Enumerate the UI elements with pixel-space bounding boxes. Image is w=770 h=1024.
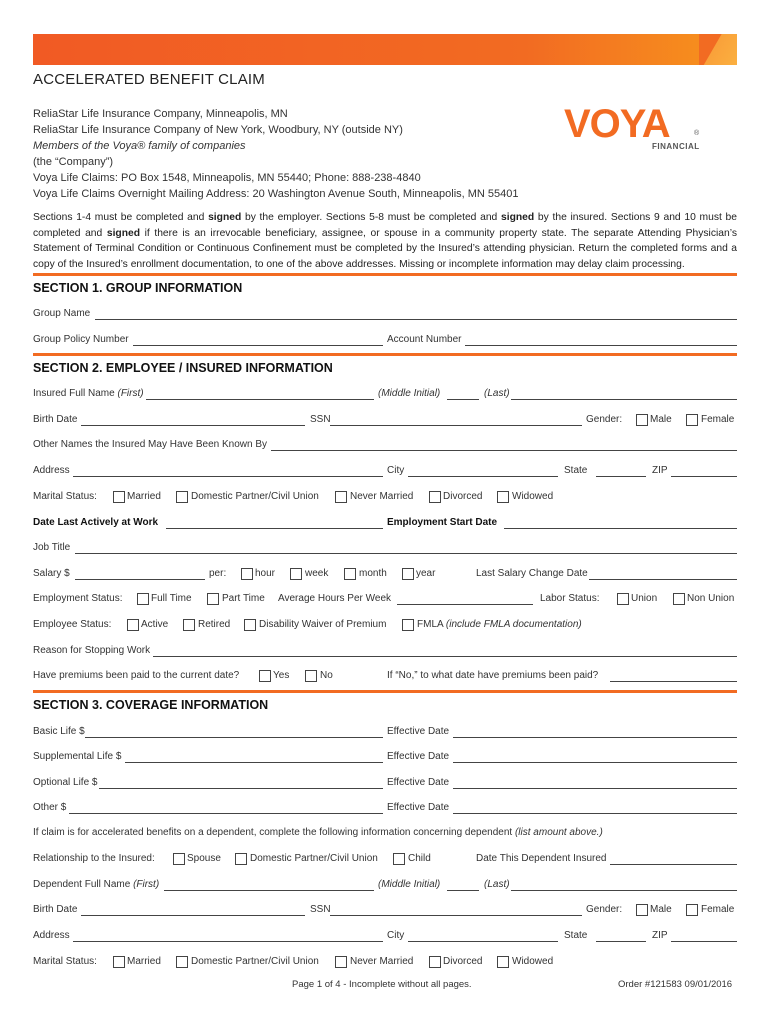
section2-title: SECTION 2. EMPLOYEE / INSURED INFORMATION: [33, 361, 333, 375]
active-checkbox[interactable]: [127, 619, 139, 631]
dependent-last-field[interactable]: [511, 879, 737, 891]
dependent-address-field[interactable]: [73, 930, 383, 942]
intro-bold: signed: [106, 227, 141, 239]
middle-initial-field[interactable]: [447, 388, 479, 400]
month-checkbox[interactable]: [344, 568, 356, 580]
group-name-label: Group Name: [33, 308, 91, 319]
basic-life-row: [33, 726, 737, 740]
dependent-middle-field[interactable]: [447, 879, 479, 891]
dependent-birth-field[interactable]: [81, 904, 305, 916]
optional-life-row: [33, 777, 737, 791]
last-name-field[interactable]: [511, 388, 737, 400]
other-label: Other $: [33, 802, 67, 813]
employment-start-field[interactable]: [504, 517, 737, 529]
salary-field[interactable]: [75, 568, 205, 580]
group-name-row: [33, 308, 737, 322]
dependent-female-label: Female: [701, 904, 735, 915]
basic-life-field[interactable]: [85, 726, 383, 738]
relationship-row: [33, 853, 737, 867]
dependent-male-label: Male: [650, 904, 672, 915]
work-dates-row: [33, 517, 737, 531]
spouse-checkbox[interactable]: [173, 853, 185, 865]
retired-checkbox[interactable]: [183, 619, 195, 631]
divorced-checkbox[interactable]: [429, 491, 441, 503]
middle-initial-label: (Middle Initial): [378, 388, 441, 399]
dependent-zip-label: ZIP: [652, 930, 668, 941]
first-name-label: Insured Full Name (First): [33, 388, 144, 399]
full-time-checkbox[interactable]: [137, 593, 149, 605]
zip-label: ZIP: [652, 465, 668, 476]
spouse-label: Spouse: [187, 853, 221, 864]
premiums-row: [33, 670, 737, 684]
fmla-checkbox[interactable]: [402, 619, 414, 631]
dependent-last-label: (Last): [484, 879, 510, 890]
male-checkbox[interactable]: [636, 414, 648, 426]
month-label: month: [359, 568, 387, 579]
dependent-divorced-label: Divorced: [443, 956, 483, 967]
year-label: year: [416, 568, 436, 579]
domestic-partner-checkbox[interactable]: [176, 491, 188, 503]
year-checkbox[interactable]: [402, 568, 414, 580]
dependent-dp-checkbox[interactable]: [176, 956, 188, 968]
supplemental-life-field[interactable]: [125, 751, 383, 763]
employment-status-label: Employment Status:: [33, 593, 123, 604]
dependent-city-field[interactable]: [408, 930, 558, 942]
birth-date-label: Birth Date: [33, 414, 78, 425]
dependent-zip-field[interactable]: [671, 930, 737, 942]
company-line: ReliaStar Life Insurance Company of New York, Woodbury, NY (outside NY): [33, 124, 403, 136]
widowed-label: Widowed: [512, 491, 554, 502]
dependent-address-row: [33, 930, 737, 944]
dependent-male-checkbox[interactable]: [636, 904, 648, 916]
other-names-label: Other Names the Insured May Have Been Known By: [33, 439, 268, 450]
order-number: Order #121583 09/01/2016: [618, 979, 733, 990]
domestic-partner-label: Domestic Partner/Civil Union: [191, 491, 319, 502]
zip-field[interactable]: [671, 465, 737, 477]
state-label: State: [564, 465, 588, 476]
effective-date-field[interactable]: [453, 802, 737, 814]
city-label: City: [387, 465, 405, 476]
form-title: ACCELERATED BENEFIT CLAIM: [33, 71, 265, 88]
page-number: Page 1 of 4 - Incomplete without all pages.: [292, 979, 472, 990]
dependent-domestic-partner-checkbox[interactable]: [235, 853, 247, 865]
avg-hours-field[interactable]: [397, 593, 533, 605]
birth-date-field[interactable]: [81, 414, 305, 426]
yes-label: Yes: [273, 670, 290, 681]
employee-status-row: [33, 619, 737, 633]
optional-life-label: Optional Life $: [33, 777, 98, 788]
group-policy-label: Group Policy Number: [33, 334, 129, 345]
yes-checkbox[interactable]: [259, 670, 271, 682]
disability-waiver-checkbox[interactable]: [244, 619, 256, 631]
female-checkbox[interactable]: [686, 414, 698, 426]
female-label: Female: [701, 414, 735, 425]
dependent-married-checkbox[interactable]: [113, 956, 125, 968]
supplemental-life-row: [33, 751, 737, 765]
birth-ssn-row: [33, 414, 737, 428]
gender-label: Gender:: [586, 414, 623, 425]
section-divider: [33, 690, 737, 693]
dependent-note-italic: (list amount above.): [514, 827, 603, 838]
group-policy-field[interactable]: [133, 334, 383, 346]
dependent-middle-label: (Middle Initial): [378, 879, 441, 890]
other-row: [33, 802, 737, 816]
insured-name-row: [33, 388, 737, 402]
dependent-married-label: Married: [127, 956, 161, 967]
dependent-never-married-label: Never Married: [350, 956, 414, 967]
married-checkbox[interactable]: [113, 491, 125, 503]
date-last-active-label: Date Last Actively at Work: [33, 517, 159, 528]
job-title-label: Job Title: [33, 542, 71, 553]
dependent-city-label: City: [387, 930, 405, 941]
ssn-label: SSN: [310, 414, 331, 425]
dependent-never-married-checkbox[interactable]: [335, 956, 347, 968]
no-label: No: [320, 670, 333, 681]
avg-hours-label: Average Hours Per Week: [278, 593, 392, 604]
ssn-field[interactable]: [330, 414, 582, 426]
employment-status-row: [33, 593, 737, 607]
if-no-label: If “No,” to what date have premiums been paid?: [387, 670, 599, 681]
hour-label: hour: [255, 568, 276, 579]
dependent-ssn-label: SSN: [310, 904, 331, 915]
policy-row: [33, 334, 737, 348]
company-line: Members of the Voya® family of companies: [33, 140, 246, 152]
dependent-gender-label: Gender:: [586, 904, 623, 915]
company-line: Voya Life Claims Overnight Mailing Address: 20 Washington Avenue South, Minneapolis, MN 55401: [33, 188, 519, 200]
company-info: [33, 106, 519, 202]
labor-status-label: Labor Status:: [540, 593, 600, 604]
male-label: Male: [650, 414, 672, 425]
state-field[interactable]: [596, 465, 646, 477]
dependent-note-main: If claim is for accelerated benefits on a dependent, complete the following information concerning dependent: [33, 827, 515, 838]
optional-life-field[interactable]: [99, 777, 383, 789]
effective-date-field[interactable]: [453, 777, 737, 789]
union-label: Union: [631, 593, 658, 604]
section1-title: SECTION 1. GROUP INFORMATION: [33, 281, 243, 295]
address-row: [33, 465, 737, 479]
dependent-state-field[interactable]: [596, 930, 646, 942]
effective-date-label: Effective Date: [387, 777, 450, 788]
intro-bold: signed: [208, 212, 242, 223]
never-married-checkbox[interactable]: [335, 491, 347, 503]
dependent-widowed-label: Widowed: [512, 956, 554, 967]
dependent-state-label: State: [564, 930, 588, 941]
fmla-label: FMLA (include FMLA documentation): [417, 619, 582, 630]
retired-label: Retired: [198, 619, 231, 630]
section-divider: [33, 273, 737, 276]
dependent-note-text: [33, 827, 603, 838]
week-checkbox[interactable]: [290, 568, 302, 580]
intro-bold: signed: [501, 212, 535, 223]
premiums-paid-label: Have premiums been paid to the current date?: [33, 670, 240, 681]
date-dependent-insured-label: Date This Dependent Insured: [476, 853, 607, 864]
union-checkbox[interactable]: [617, 593, 629, 605]
child-checkbox[interactable]: [393, 853, 405, 865]
group-name-field[interactable]: [95, 308, 737, 320]
marital-status-label: Marital Status:: [33, 491, 97, 502]
if-no-field[interactable]: [610, 670, 737, 682]
part-time-checkbox[interactable]: [207, 593, 219, 605]
intro-text: by the insured. Sections 9 and 10 must be completed and: [33, 212, 737, 239]
dependent-address-label: Address: [33, 930, 70, 941]
company-line: (the “Company”): [33, 156, 114, 168]
salary-label: Salary $: [33, 568, 70, 579]
marital-row: [33, 491, 737, 505]
company-line: Voya Life Claims: PO Box 1548, Minneapolis, MN 55440; Phone: 888-238-4840: [33, 172, 421, 184]
dependent-marital-row: [33, 956, 737, 970]
job-title-row: [33, 542, 737, 556]
date-dependent-insured-field[interactable]: [610, 853, 737, 865]
header-banner: [33, 34, 737, 65]
reason-row: [33, 645, 737, 659]
dependent-divorced-checkbox[interactable]: [429, 956, 441, 968]
basic-life-label: Basic Life $: [33, 726, 85, 737]
effective-date-field[interactable]: [453, 751, 737, 763]
dependent-name-row: [33, 879, 737, 893]
effective-date-label: Effective Date: [387, 751, 450, 762]
employment-start-label: Employment Start Date: [387, 517, 498, 528]
intro-text: Sections 1-4 must be completed and: [33, 212, 209, 223]
company-line: ReliaStar Life Insurance Company, Minneapolis, MN: [33, 108, 288, 120]
relationship-label: Relationship to the Insured:: [33, 853, 155, 864]
widowed-checkbox[interactable]: [497, 491, 509, 503]
effective-date-field[interactable]: [453, 726, 737, 738]
dependent-first-label: Dependent Full Name (First): [33, 879, 160, 890]
banner-stripe: [699, 34, 737, 65]
city-field[interactable]: [408, 465, 558, 477]
account-number-label: Account Number: [387, 334, 462, 345]
dependent-note: [33, 827, 737, 841]
date-last-active-field[interactable]: [166, 517, 383, 529]
instructions: [33, 210, 737, 272]
last-salary-change-label: Last Salary Change Date: [476, 568, 588, 579]
dependent-first-field[interactable]: [164, 879, 374, 891]
hour-checkbox[interactable]: [241, 568, 253, 580]
other-names-field[interactable]: [271, 439, 737, 451]
dependent-marital-label: Marital Status:: [33, 956, 97, 967]
intro-text: if there is an irrevocable beneficiary, assignee, or spouse in a community property state. The separate Attending Physician’s Statement of Terminal Condition or Continuous Confinement must be completed by the Insured’s attending physician. Return the completed forms and a copy of the Insured’s enrollment documentation, to one of the above addresses. Missing or incomplete information may delay claim processing.: [33, 227, 737, 270]
first-name-field[interactable]: [146, 388, 374, 400]
reason-label: Reason for Stopping Work: [33, 645, 151, 656]
non-union-label: Non Union: [687, 593, 735, 604]
other-field[interactable]: [69, 802, 383, 814]
week-label: week: [305, 568, 329, 579]
salary-row: [33, 568, 737, 582]
no-checkbox[interactable]: [305, 670, 317, 682]
dependent-domestic-partner-label: Domestic Partner/Civil Union: [250, 853, 378, 864]
divorced-label: Divorced: [443, 491, 483, 502]
account-number-field[interactable]: [465, 334, 737, 346]
logo-registered: ®: [694, 130, 700, 137]
dependent-female-checkbox[interactable]: [686, 904, 698, 916]
non-union-checkbox[interactable]: [673, 593, 685, 605]
married-label: Married: [127, 491, 161, 502]
never-married-label: Never Married: [350, 491, 414, 502]
dependent-dp-label: Domestic Partner/Civil Union: [191, 956, 319, 967]
employee-status-label: Employee Status:: [33, 619, 112, 630]
job-title-field[interactable]: [75, 542, 737, 554]
dependent-birth-label: Birth Date: [33, 904, 78, 915]
other-names-row: [33, 439, 737, 453]
section-divider: [33, 353, 737, 356]
address-field[interactable]: [73, 465, 383, 477]
address-label: Address: [33, 465, 70, 476]
child-label: Child: [408, 853, 431, 864]
effective-date-label: Effective Date: [387, 802, 450, 813]
effective-date-label: Effective Date: [387, 726, 450, 737]
logo-financial: FINANCIAL: [652, 142, 700, 151]
active-label: Active: [141, 619, 169, 630]
voya-logo: [564, 104, 704, 154]
supplemental-life-label: Supplemental Life $: [33, 751, 122, 762]
full-time-label: Full Time: [151, 593, 192, 604]
reason-field[interactable]: [153, 645, 737, 657]
part-time-label: Part Time: [222, 593, 265, 604]
intro-text: by the employer. Sections 5-8 must be completed and: [241, 212, 501, 223]
dependent-widowed-checkbox[interactable]: [497, 956, 509, 968]
logo-word: VOYA: [564, 102, 670, 146]
dependent-ssn-field[interactable]: [330, 904, 582, 916]
dependent-birth-row: [33, 904, 737, 918]
last-name-label: (Last): [484, 388, 510, 399]
per-label: per:: [209, 568, 227, 579]
disability-waiver-label: Disability Waiver of Premium: [259, 619, 387, 630]
section3-title: SECTION 3. COVERAGE INFORMATION: [33, 698, 269, 712]
last-salary-change-field[interactable]: [589, 568, 737, 580]
